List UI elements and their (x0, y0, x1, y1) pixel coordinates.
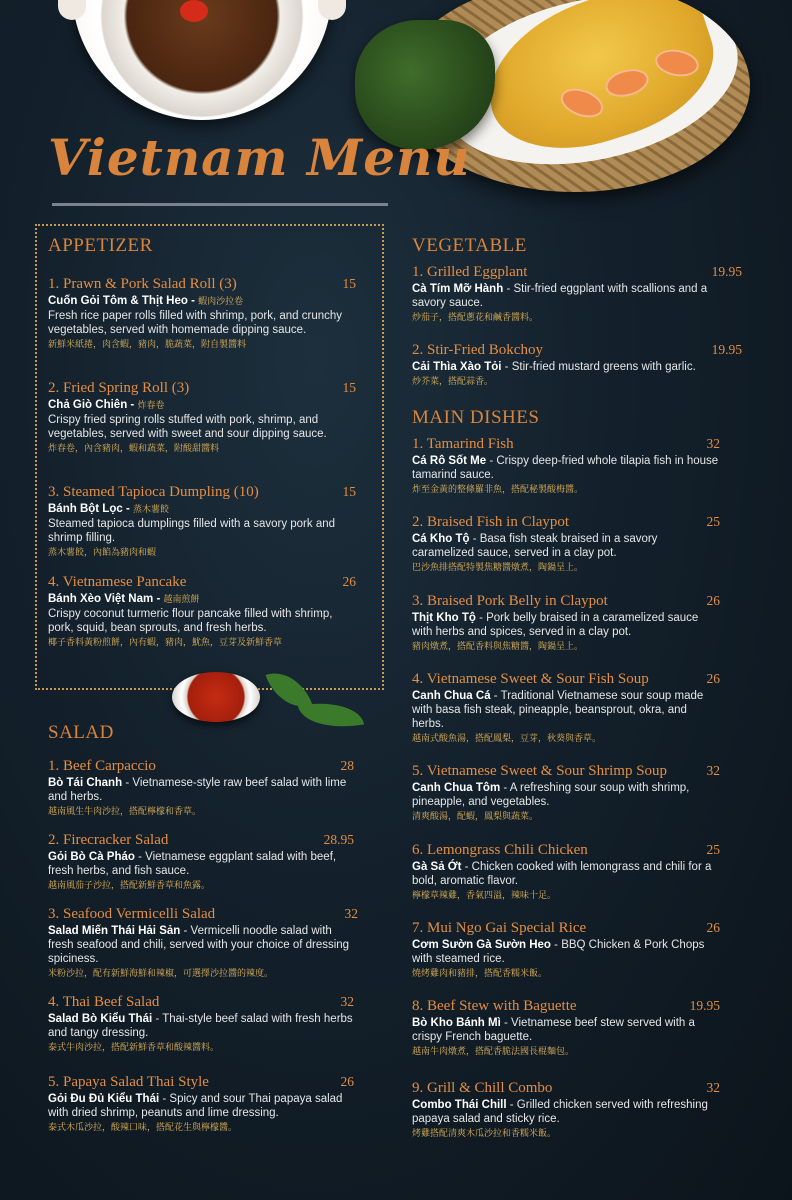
menu-item: 1. Prawn & Pork Salad Roll (3) 15 Cuốn Gỏi Tôm & Thịt Heo - 蝦肉沙拉卷 Fresh rice paper rolls filled with shrimp, pork, and crunchy vegetables, served with homemade dipping sauce. 新鮮米紙捲，肉含蝦，豬肉，脆蔬菜，附自製醬料 (48, 276, 356, 350)
title-underline (52, 203, 388, 206)
item-name: 8. Beef Stew with Baguette (412, 998, 577, 1014)
item-zh: 蒸木薯餃，內餡為豬肉和蝦 (48, 548, 157, 558)
menu-item: 1. Tamarind Fish 32 Cá Rô Sốt Me - Crispy deep-fried whole tilapia fish in house tamarind sauce. 炸至金黃的整條羅非魚，搭配秘製酸梅醬。 (412, 436, 720, 495)
menu-item: 8. Beef Stew with Baguette 19.95 Bò Kho Bánh Mì - Vietnamese beef stew served with a crispy French baguette. 越南牛肉燉煮，搭配香脆法國長棍麵包。 (412, 998, 720, 1057)
item-viet-name: Cuốn Gỏi Tôm & Thịt Heo (48, 295, 188, 307)
item-description: A refreshing sour soup with shrimp, pineapple, and vegetables. (412, 782, 690, 808)
item-name: 6. Lemongrass Chili Chicken (412, 842, 588, 858)
item-zh: 炸春卷，內含豬肉，蝦和蔬菜，附酸甜醬料 (48, 444, 220, 454)
dipping-sauce-image (172, 672, 260, 722)
item-description: Vietnamese-style raw beef salad with lime and herbs. (48, 777, 347, 803)
item-price: 15 (342, 276, 356, 291)
menu-item: 3. Seafood Vermicelli Salad 32 Salad Miến Thái Hải Sản - Vermicelli noodle salad with fresh seafood and chili, served with your choice of dressing spiciness. 米粉沙拉，配有新鮮海鮮和辣椒，可選擇沙拉醬的辣度。 (48, 906, 358, 979)
claypot-image (72, 0, 332, 120)
item-description: Pork belly braised in a caramelized sauce with herbs and spices, served in a clay pot. (412, 612, 699, 638)
item-zh: 炸至金黃的整條羅非魚，搭配秘製酸梅醬。 (412, 485, 584, 495)
chili-garnish (180, 0, 208, 22)
item-viet-name: Gỏi Bò Cà Pháo (48, 851, 135, 863)
item-name: 3. Seafood Vermicelli Salad (48, 906, 216, 922)
item-viet-name: Salad Miến Thái Hải Sản (48, 925, 181, 937)
item-zh: 越南式酸魚湯，搭配鳳梨，豆芽，秋葵與香草。 (412, 734, 602, 744)
item-viet-name: Bò Tái Chanh (48, 777, 123, 789)
item-viet-name: Thịt Kho Tộ (412, 612, 476, 624)
item-zh-inline: 蝦肉沙拉卷 (198, 297, 244, 307)
item-viet-name: Bánh Xèo Việt Nam (48, 593, 154, 605)
menu-item: 3. Steamed Tapioca Dumpling (10) 15 Bánh Bột Lọc - 蒸木薯餃 Steamed tapioca dumplings filled with a savory pork and shrimp filling. 蒸木薯餃，內餡為豬肉和蝦 (48, 484, 356, 558)
item-zh: 豬肉燉煮，搭配香料與焦糖醬，陶鍋呈上。 (412, 642, 584, 652)
item-viet-name: Bò Kho Bánh Mì (412, 1017, 501, 1029)
item-price: 15 (342, 484, 356, 499)
menu-item: 1. Beef Carpaccio 28 Bò Tái Chanh - Vietnamese-style raw beef salad with lime and herbs. 越南風生牛肉沙拉，搭配檸檬和香草。 (48, 758, 354, 817)
item-name: 1. Tamarind Fish (412, 436, 514, 452)
item-zh-inline: 越南煎餅 (163, 595, 200, 605)
item-description: Stir-fried mustard greens with garlic. (511, 361, 696, 373)
item-price: 25 (706, 514, 720, 529)
item-description: Steamed tapioca dumplings filled with a savory pork and shrimp filling. (48, 518, 336, 544)
item-name: 5. Vietnamese Sweet & Sour Shrimp Soup (412, 763, 668, 779)
item-name: 1. Beef Carpaccio (48, 758, 156, 774)
item-zh-inline: 蒸木薯餃 (132, 505, 169, 515)
item-description: Vietnamese beef stew served with a crispy French baguette. (412, 1017, 695, 1043)
item-price: 26 (706, 920, 720, 935)
item-price: 25 (706, 842, 720, 857)
item-zh-inline: 炸春卷 (137, 401, 165, 411)
item-name: 3. Steamed Tapioca Dumpling (10) (48, 484, 259, 500)
item-name: 7. Mui Ngo Gai Special Rice (412, 920, 587, 936)
item-zh: 炒芥菜，搭配蒜香。 (412, 377, 494, 387)
item-description: Crispy deep-fried whole tilapia fish in house tamarind sauce. (412, 455, 719, 481)
claypot-handle-right (318, 0, 346, 20)
item-zh: 泰式牛肉沙拉，搭配新鮮香草和酸辣醬料。 (48, 1043, 220, 1053)
item-description: BBQ Chicken & Pork Chops with steamed rice. (412, 939, 705, 965)
item-name: 3. Braised Pork Belly in Claypot (412, 593, 608, 609)
item-viet-name: Cải Thìa Xào Tỏi (412, 361, 502, 373)
menu-item: 4. Vietnamese Pancake 26 Bánh Xèo Việt Nam - 越南煎餅 Crispy coconut turmeric flour pancake filled with shrimp, pork, squid, bean sprouts, and fresh herbs. 椰子香料黃粉煎餅，內有蝦，豬肉，魷魚，豆芽及新鮮香草 (48, 574, 356, 648)
menu-item: 1. Grilled Eggplant 19.95 Cà Tím Mỡ Hành - Stir-fried eggplant with scallions and a savory sauce. 炒茄子，搭配蔥花和鹹香醬料。 (412, 264, 742, 323)
menu-item: 4. Thai Beef Salad 32 Salad Bò Kiểu Thái - Thai-style beef salad with fresh herbs and tangy dressing. 泰式牛肉沙拉，搭配新鮮香草和酸辣醬料。 (48, 994, 354, 1053)
item-price: 32 (706, 763, 720, 778)
item-zh: 檸檬草辣雞，香氣四溢，辣味十足。 (412, 891, 557, 901)
menu-item: 2. Braised Fish in Claypot 25 Cá Kho Tộ - Basa fish steak braised in a savory caramelized sauce, served in a clay pot. 巴沙魚排搭配特製焦糖醬燉煮，陶鍋呈上。 (412, 514, 720, 573)
menu-item: 9. Grill & Chill Combo 32 Combo Thái Chill - Grilled chicken served with refreshing papaya salad and sticky rice. 烤雞搭配清爽木瓜沙拉和香糯米飯。 (412, 1080, 720, 1139)
item-description: Vietnamese eggplant salad with beef, fresh herbs, and fish sauce. (48, 851, 337, 877)
item-zh: 越南風茄子沙拉，搭配新鮮香草和魚露。 (48, 881, 211, 891)
item-viet-name: Combo Thái Chill (412, 1099, 507, 1111)
item-name: 2. Firecracker Salad (48, 832, 169, 848)
item-price: 19.95 (689, 998, 720, 1013)
item-price: 26 (340, 1074, 354, 1089)
menu-item: 5. Papaya Salad Thai Style 26 Gỏi Đu Đủ Kiểu Thái - Spicy and sour Thai papaya salad with dried shrimp, peanuts and lime dressing. 泰式木瓜沙拉，酸辣口味，搭配花生與檸檬醬。 (48, 1074, 354, 1133)
salad-heading: SALAD (48, 722, 114, 743)
item-viet-name: Bánh Bột Lọc (48, 503, 123, 515)
item-description: Vermicelli noodle salad with fresh seafood and chili, served with your choice of dressing spiciness. (48, 925, 350, 965)
item-zh: 椰子香料黃粉煎餅，內有蝦，豬肉，魷魚，豆芽及新鮮香草 (48, 638, 283, 648)
item-description: Crispy fried spring rolls stuffed with pork, shrimp, and vegetables, served with sweet and sour dipping sauce. (48, 414, 327, 440)
item-description: Thai-style beef salad with fresh herbs and tangy dressing. (48, 1013, 353, 1039)
item-price: 32 (706, 436, 720, 451)
item-viet-name: Cá Rô Sốt Me (412, 455, 487, 467)
item-zh: 越南風生牛肉沙拉，搭配檸檬和香草。 (48, 807, 202, 817)
item-description: Traditional Vietnamese sour soup made with basa fish steak, pineapple, beansprout, okra, and herbs. (412, 690, 704, 730)
item-price: 32 (706, 1080, 720, 1095)
menu-item: 3. Braised Pork Belly in Claypot 26 Thịt Kho Tộ - Pork belly braised in a caramelized sauce with herbs and spices, served in a clay pot. 豬肉燉煮，搭配香料與焦糖醬，陶鍋呈上。 (412, 593, 720, 652)
item-name: 1. Prawn & Pork Salad Roll (3) (48, 276, 237, 292)
item-description: Fresh rice paper rolls filled with shrimp, pork, and crunchy vegetables, served with homemade dipping sauce. (48, 310, 343, 336)
menu-item: 5. Vietnamese Sweet & Sour Shrimp Soup 32 Canh Chua Tôm - A refreshing sour soup with shrimp, pineapple, and vegetables. 清爽酸湯，配蝦，鳳梨與蔬菜。 (412, 763, 720, 822)
item-zh: 越南牛肉燉煮，搭配香脆法國長棍麵包。 (412, 1047, 575, 1057)
item-zh: 泰式木瓜沙拉，酸辣口味，搭配花生與檸檬醬。 (48, 1123, 238, 1133)
claypot-handle-left (58, 0, 86, 20)
item-description: Spicy and sour Thai papaya salad with dried shrimp, peanuts and lime dressing. (48, 1093, 343, 1119)
item-viet-name: Salad Bò Kiểu Thái (48, 1013, 153, 1025)
menu-item: 7. Mui Ngo Gai Special Rice 26 Cơm Sườn Gà Sườn Heo - BBQ Chicken & Pork Chops with steamed rice. 燒烤雞肉和豬排，搭配香糯米飯。 (412, 920, 720, 979)
item-description: Crispy coconut turmeric flour pancake filled with shrimp, pork, squid, bean sprouts, and fresh herbs. (48, 608, 333, 634)
item-zh: 清爽酸湯，配蝦，鳳梨與蔬菜。 (412, 812, 539, 822)
item-zh: 燒烤雞肉和豬排，搭配香糯米飯。 (412, 969, 548, 979)
item-name: 4. Thai Beef Salad (48, 994, 160, 1010)
item-viet-name: Gỏi Đu Đủ Kiểu Thái (48, 1093, 160, 1105)
item-description: Basa fish steak braised in a savory caramelized sauce, served in a clay pot. (412, 533, 658, 559)
menu-item: 2. Fried Spring Roll (3) 15 Chả Giò Chiên - 炸春卷 Crispy fried spring rolls stuffed with pork, shrimp, and vegetables, served with sweet and sour dipping sauce. 炸春卷，內含豬肉，蝦和蔬菜，附酸甜醬料 (48, 380, 356, 454)
item-viet-name: Chả Giò Chiên (48, 399, 128, 411)
appetizer-heading: APPETIZER (48, 235, 153, 256)
item-viet-name: Cơm Sườn Gà Sườn Heo (412, 939, 551, 951)
item-price: 19.95 (711, 342, 742, 357)
item-price: 15 (342, 380, 356, 395)
item-description: Stir-fried eggplant with scallions and a savory sauce. (412, 283, 708, 309)
item-name: 2. Stir-Fried Bokchoy (412, 342, 543, 358)
item-price: 26 (706, 593, 720, 608)
item-name: 4. Vietnamese Sweet & Sour Fish Soup (412, 671, 649, 687)
vegetable-heading: VEGETABLE (412, 235, 527, 256)
item-name: 2. Braised Fish in Claypot (412, 514, 570, 530)
item-price: 32 (344, 906, 358, 921)
item-name: 2. Fried Spring Roll (3) (48, 380, 190, 396)
item-name: 5. Papaya Salad Thai Style (48, 1074, 209, 1090)
item-viet-name: Canh Chua Cá (412, 690, 491, 702)
item-zh: 巴沙魚排搭配特製焦糖醬燉煮，陶鍋呈上。 (412, 563, 584, 573)
item-zh: 烤雞搭配清爽木瓜沙拉和香糯米飯。 (412, 1129, 557, 1139)
menu-item: 4. Vietnamese Sweet & Sour Fish Soup 26 Canh Chua Cá - Traditional Vietnamese sour soup made with basa fish steak, pineapple, beansprout, okra, and herbs. 越南式酸魚湯，搭配鳳梨，豆芽，秋葵與香草。 (412, 671, 720, 744)
menu-item: 6. Lemongrass Chili Chicken 25 Gà Sả Ớt - Chicken cooked with lemongrass and chili for a bold, aromatic flavor. 檸檬草辣雞，香氣四溢，辣味十足。 (412, 842, 720, 901)
item-description: Grilled chicken served with refreshing papaya salad and sticky rice. (412, 1099, 708, 1125)
item-viet-name: Cà Tím Mỡ Hành (412, 283, 504, 295)
item-zh: 炒茄子，搭配蔥花和鹹香醬料。 (412, 313, 539, 323)
item-description: Chicken cooked with lemongrass and chili for a bold, aromatic flavor. (412, 861, 712, 887)
item-name: 9. Grill & Chill Combo (412, 1080, 553, 1096)
item-price: 19.95 (711, 264, 742, 279)
main-dishes-heading: MAIN DISHES (412, 407, 540, 428)
item-price: 28.95 (323, 832, 354, 847)
menu-title: Vietnam Menu (48, 128, 471, 187)
item-price: 32 (340, 994, 354, 1009)
item-viet-name: Gà Sả Ớt (412, 861, 462, 873)
item-price: 26 (342, 574, 356, 589)
item-viet-name: Cá Kho Tộ (412, 533, 470, 545)
item-zh: 米粉沙拉，配有新鮮海鮮和辣椒，可選擇沙拉醬的辣度。 (48, 969, 274, 979)
item-price: 26 (706, 671, 720, 686)
menu-item: 2. Stir-Fried Bokchoy 19.95 Cải Thìa Xào Tỏi - Stir-fried mustard greens with garlic. 炒芥菜，搭配蒜香。 (412, 342, 742, 387)
item-zh: 新鮮米紙捲，肉含蝦，豬肉，脆蔬菜，附自製醬料 (48, 340, 247, 350)
item-name: 4. Vietnamese Pancake (48, 574, 187, 590)
item-name: 1. Grilled Eggplant (412, 264, 528, 280)
item-viet-name: Canh Chua Tôm (412, 782, 501, 794)
menu-item: 2. Firecracker Salad 28.95 Gỏi Bò Cà Pháo - Vietnamese eggplant salad with beef, fresh herbs, and fish sauce. 越南風茄子沙拉，搭配新鮮香草和魚露。 (48, 832, 354, 891)
item-price: 28 (340, 758, 354, 773)
